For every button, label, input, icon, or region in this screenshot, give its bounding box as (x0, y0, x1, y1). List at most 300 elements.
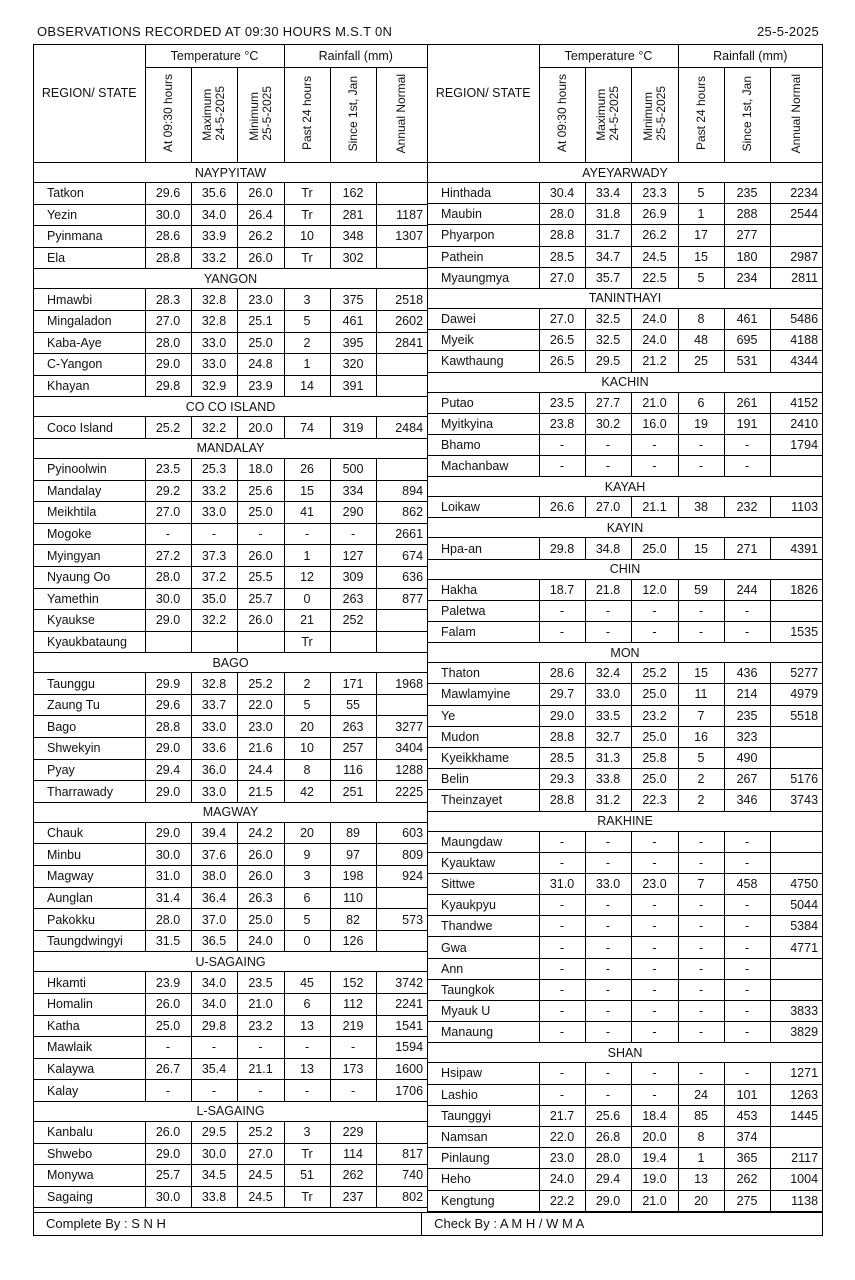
table-cell: 6 (678, 392, 724, 413)
table-row (34, 673, 427, 695)
table-cell: 531 (724, 351, 770, 372)
table-cell: 21.6 (237, 738, 284, 760)
section-title: U-SAGAING (34, 952, 427, 972)
table-cell: 23.5 (145, 458, 191, 480)
table-cell: 15 (678, 538, 724, 559)
table-cell: 15 (678, 246, 724, 267)
table-cell: 26.7 (145, 1058, 191, 1080)
table-cell (376, 354, 427, 376)
table-cell: 29.6 (145, 183, 191, 205)
table-cell: 25.0 (237, 909, 284, 931)
table-row (34, 1121, 427, 1143)
table-row (428, 958, 822, 979)
table-cell: - (631, 895, 678, 916)
table-cell: - (539, 895, 585, 916)
table-cell: 22.5 (631, 267, 678, 288)
table-cell: 27.7 (585, 392, 631, 413)
station-name: Kyeikkhame (428, 747, 539, 768)
at-0930-header: At 09:30 hours (160, 74, 175, 153)
table-row (428, 1169, 822, 1190)
table-row (34, 994, 427, 1016)
table-cell: 23.3 (631, 183, 678, 204)
table-cell: 234 (724, 267, 770, 288)
table-cell: 33.0 (585, 684, 631, 705)
table-cell: 802 (376, 1186, 427, 1208)
station-name: Loikaw (428, 497, 539, 518)
left-half (34, 45, 428, 1212)
table-row (428, 937, 822, 958)
table-cell: 29.8 (145, 375, 191, 397)
table-cell: 21 (284, 610, 330, 632)
table-cell (770, 747, 822, 768)
table-cell: 251 (330, 781, 376, 803)
table-cell: 30.0 (145, 204, 191, 226)
table-row (34, 183, 427, 205)
section-header-row (34, 269, 427, 289)
table-cell: 10 (284, 738, 330, 760)
table-cell: 30.0 (191, 1143, 237, 1165)
station-name: Shwekyin (34, 738, 145, 760)
table-cell: 25.0 (631, 726, 678, 747)
table-cell: - (284, 1080, 330, 1102)
table-cell: 334 (330, 480, 376, 502)
table-cell: 30.0 (145, 588, 191, 610)
table-cell: 2484 (376, 417, 427, 439)
table-cell: 1263 (770, 1084, 822, 1105)
table-cell: 13 (678, 1169, 724, 1190)
table-cell: 244 (724, 579, 770, 600)
table-cell: 862 (376, 502, 427, 524)
table-row (34, 417, 427, 439)
table-cell: 28.0 (145, 332, 191, 354)
table-row (34, 588, 427, 610)
table-row (428, 769, 822, 790)
table-cell: 11 (678, 684, 724, 705)
table-row (428, 1126, 822, 1147)
table-cell: 29.5 (191, 1121, 237, 1143)
table-cell: 29.0 (539, 705, 585, 726)
station-name: Kaba-Aye (34, 332, 145, 354)
table-cell: 25.8 (631, 747, 678, 768)
section-title: BAGO (34, 653, 427, 673)
table-cell: 23.0 (631, 873, 678, 894)
station-name: Hmawbi (34, 289, 145, 311)
maximum-header: Maximum 24-5-2025 (594, 86, 621, 141)
station-name: Falam (428, 622, 539, 643)
station-name: Putao (428, 392, 539, 413)
station-name: Meikhtila (34, 502, 145, 524)
table-cell: 2841 (376, 332, 427, 354)
table-cell: 25.2 (145, 417, 191, 439)
table-cell: - (724, 434, 770, 455)
table-cell (376, 694, 427, 716)
station-name: Mandalay (34, 480, 145, 502)
table-cell: 97 (330, 844, 376, 866)
table-cell: 23.9 (145, 972, 191, 994)
table-cell: 28.5 (539, 246, 585, 267)
table-cell: 33.0 (191, 354, 237, 376)
table-row (428, 392, 822, 413)
section-header-row (428, 643, 822, 663)
table-cell: 2 (678, 769, 724, 790)
table-cell: - (539, 1001, 585, 1022)
section-title: CHIN (428, 559, 822, 579)
table-cell: - (631, 1063, 678, 1084)
table-cell (770, 831, 822, 852)
table-cell: 20 (284, 716, 330, 738)
table-cell: 32.7 (585, 726, 631, 747)
table-cell: 33.8 (191, 1186, 237, 1208)
table-cell: 4771 (770, 937, 822, 958)
table-cell: - (539, 852, 585, 873)
station-name: Myingyan (34, 545, 145, 567)
table-cell: 29.2 (145, 480, 191, 502)
table-row (34, 523, 427, 545)
station-name: Kawthaung (428, 351, 539, 372)
table-cell: 348 (330, 226, 376, 248)
table-cell: - (585, 456, 631, 477)
table-cell: 263 (330, 716, 376, 738)
table-cell: 37.2 (191, 566, 237, 588)
table-cell: 2811 (770, 267, 822, 288)
table-cell: 2987 (770, 246, 822, 267)
station-name: Pathein (428, 246, 539, 267)
table-cell: 33.8 (585, 769, 631, 790)
table-cell: - (724, 831, 770, 852)
table-cell: 365 (724, 1148, 770, 1169)
table-cell: 32.9 (191, 375, 237, 397)
table-cell (376, 610, 427, 632)
table-cell: 41 (284, 502, 330, 524)
station-name: Heho (428, 1169, 539, 1190)
table-cell: - (631, 1084, 678, 1105)
left-table (34, 45, 427, 1208)
table-cell: - (631, 434, 678, 455)
station-name: Hkamti (34, 972, 145, 994)
table-cell: 23.5 (539, 392, 585, 413)
table-cell: - (631, 456, 678, 477)
table-cell: 10 (284, 226, 330, 248)
section-header-row (34, 397, 427, 417)
table-cell: 458 (724, 873, 770, 894)
table-cell: 1826 (770, 579, 822, 600)
station-name: Kyaukse (34, 610, 145, 632)
table-cell: 23.0 (237, 289, 284, 311)
station-name: Taunggyi (428, 1105, 539, 1126)
table-cell: 1706 (376, 1080, 427, 1102)
table-cell: 4391 (770, 538, 822, 559)
table-row (34, 844, 427, 866)
table-cell: 24.0 (539, 1169, 585, 1190)
station-name: Mawlaik (34, 1037, 145, 1059)
table-cell: Tr (284, 1143, 330, 1165)
table-cell (770, 979, 822, 1000)
table-cell: 25.0 (237, 332, 284, 354)
table-cell: 0 (284, 588, 330, 610)
table-cell: 28.8 (539, 726, 585, 747)
station-name: Kyaukpyu (428, 895, 539, 916)
table-row (34, 610, 427, 632)
table-row (428, 979, 822, 1000)
table-cell: - (724, 958, 770, 979)
table-cell: - (724, 895, 770, 916)
table-row (34, 566, 427, 588)
table-cell: 16.0 (631, 413, 678, 434)
table-cell: 29.8 (539, 538, 585, 559)
table-cell: 25.7 (145, 1165, 191, 1187)
table-cell: 31.4 (145, 887, 191, 909)
section-header-row (428, 811, 822, 831)
table-cell (330, 631, 376, 653)
table-cell: 33.0 (585, 873, 631, 894)
table-cell: 25.3 (191, 458, 237, 480)
table-cell: 261 (724, 392, 770, 413)
table-cell: 894 (376, 480, 427, 502)
table-cell: 32.2 (191, 610, 237, 632)
right-half (428, 45, 822, 1212)
table-cell: - (678, 852, 724, 873)
table-row (34, 354, 427, 376)
table-cell: 8 (678, 308, 724, 329)
table-row (34, 822, 427, 844)
station-name: Mingaladon (34, 310, 145, 332)
station-name: Chauk (34, 822, 145, 844)
table-cell: 1271 (770, 1063, 822, 1084)
table-cell: 395 (330, 332, 376, 354)
table-cell: 35.0 (191, 588, 237, 610)
section-header-row (428, 163, 822, 183)
table-cell (770, 1126, 822, 1147)
table-cell: 3404 (376, 738, 427, 760)
temperature-group-header: Temperature °C (145, 45, 284, 68)
table-cell: 29.6 (145, 694, 191, 716)
table-row (428, 267, 822, 288)
table-cell: - (724, 622, 770, 643)
table-cell: 29.4 (585, 1169, 631, 1190)
table-cell: 29.9 (145, 673, 191, 695)
table-cell: 39.4 (191, 822, 237, 844)
table-cell: 500 (330, 458, 376, 480)
table-cell: 29.0 (145, 738, 191, 760)
table-cell: 55 (330, 694, 376, 716)
annual-normal-header: Annual Normal (394, 73, 409, 154)
table-cell: 924 (376, 866, 427, 888)
station-name: Mawlamyine (428, 684, 539, 705)
table-row (428, 351, 822, 372)
table-cell (376, 1121, 427, 1143)
table-cell: 346 (724, 790, 770, 811)
table-cell: - (678, 1063, 724, 1084)
table-cell: 8 (678, 1126, 724, 1147)
table-cell (770, 225, 822, 246)
table-cell (145, 631, 191, 653)
station-name: Thaton (428, 663, 539, 684)
section-header-row (428, 518, 822, 538)
table-cell: 20 (284, 822, 330, 844)
table-cell: 28.8 (145, 716, 191, 738)
table-cell: 275 (724, 1190, 770, 1211)
table-cell: 1 (284, 354, 330, 376)
table-cell: 112 (330, 994, 376, 1016)
table-cell: - (539, 916, 585, 937)
table-cell: 23.5 (237, 972, 284, 994)
station-name: Coco Island (34, 417, 145, 439)
since-jan-header: Since 1st, Jan (739, 75, 754, 152)
table-cell: - (237, 523, 284, 545)
table-row (34, 972, 427, 994)
table-cell: 323 (724, 726, 770, 747)
table-cell (376, 183, 427, 205)
section-header-row (428, 1043, 822, 1063)
station-name: Aunglan (34, 887, 145, 909)
table-cell: - (678, 958, 724, 979)
table-cell: 22.0 (237, 694, 284, 716)
table-cell: - (539, 979, 585, 1000)
table-cell: 25.7 (237, 588, 284, 610)
table-cell: 34.7 (585, 246, 631, 267)
table-row (428, 895, 822, 916)
table-cell: 34.0 (191, 972, 237, 994)
station-name: Shwebo (34, 1143, 145, 1165)
table-cell: 453 (724, 1105, 770, 1126)
table-cell: 29.4 (145, 759, 191, 781)
station-name: Tharrawady (34, 781, 145, 803)
table-cell: 237 (330, 1186, 376, 1208)
station-name: Kalaywa (34, 1058, 145, 1080)
table-row (34, 759, 427, 781)
table-row (428, 852, 822, 873)
table-cell: 33.7 (191, 694, 237, 716)
section-title: TANINTHAYI (428, 288, 822, 308)
table-cell: - (724, 937, 770, 958)
table-cell: 5176 (770, 769, 822, 790)
table-cell: 1 (678, 204, 724, 225)
table-cell: 1288 (376, 759, 427, 781)
table-cell: 25.0 (631, 769, 678, 790)
table-cell: 252 (330, 610, 376, 632)
table-cell (770, 456, 822, 477)
table-cell: 214 (724, 684, 770, 705)
table-cell: 20.0 (237, 417, 284, 439)
table-cell: - (539, 831, 585, 852)
table-cell: 37.6 (191, 844, 237, 866)
table-cell: 14 (284, 375, 330, 397)
table-cell: 5 (678, 183, 724, 204)
station-name: Sagaing (34, 1186, 145, 1208)
table-cell: 35.6 (191, 183, 237, 205)
table-cell: 1794 (770, 434, 822, 455)
table-cell: 319 (330, 417, 376, 439)
table-cell: 2241 (376, 994, 427, 1016)
table-row (428, 1022, 822, 1043)
table-cell (376, 458, 427, 480)
table-cell: 37.3 (191, 545, 237, 567)
table-cell: 263 (330, 588, 376, 610)
table-row (34, 458, 427, 480)
station-name: Sittwe (428, 873, 539, 894)
table-cell: 32.8 (191, 310, 237, 332)
table-cell: 817 (376, 1143, 427, 1165)
station-name: Myauk U (428, 1001, 539, 1022)
table-row (428, 497, 822, 518)
table-cell: 2410 (770, 413, 822, 434)
station-name: Ye (428, 705, 539, 726)
table-cell: 85 (678, 1105, 724, 1126)
table-cell: 24.0 (631, 308, 678, 329)
table-row (428, 308, 822, 329)
table-cell (376, 930, 427, 952)
table-cell: 4152 (770, 392, 822, 413)
table-row (34, 375, 427, 397)
table-cell: 116 (330, 759, 376, 781)
table-cell: 20.0 (631, 1126, 678, 1147)
table-cell: 29.5 (585, 351, 631, 372)
table-cell: 22.2 (539, 1190, 585, 1211)
table-cell: 127 (330, 545, 376, 567)
table-cell: 33.2 (191, 247, 237, 269)
past24-header: Past 24 hours (693, 76, 708, 151)
table-row (428, 790, 822, 811)
table-cell: 23.0 (237, 716, 284, 738)
table-cell: 31.8 (585, 204, 631, 225)
table-cell: 33.0 (191, 502, 237, 524)
table-cell: 51 (284, 1165, 330, 1187)
table-cell: 26.0 (145, 1121, 191, 1143)
table-cell: 33.4 (585, 183, 631, 204)
table-cell: 32.5 (585, 308, 631, 329)
table-cell: 126 (330, 930, 376, 952)
table-cell: 23.9 (237, 375, 284, 397)
table-cell: - (585, 1022, 631, 1043)
station-name: Theinzayet (428, 790, 539, 811)
table-cell: 461 (330, 310, 376, 332)
table-cell: - (631, 622, 678, 643)
table-cell: 1307 (376, 226, 427, 248)
table-row (34, 289, 427, 311)
table-cell: 28.6 (145, 226, 191, 248)
maximum-header: Maximum 24-5-2025 (200, 86, 227, 141)
table-cell: 31.5 (145, 930, 191, 952)
table-row (34, 866, 427, 888)
table-cell (376, 247, 427, 269)
table-cell: 21.0 (631, 392, 678, 413)
table-cell: 26.0 (237, 545, 284, 567)
table-row (34, 1015, 427, 1037)
table-cell: 162 (330, 183, 376, 205)
table-cell: 18.7 (539, 579, 585, 600)
table-cell: 45 (284, 972, 330, 994)
rainfall-group-header: Rainfall (mm) (284, 45, 427, 68)
table-cell: 110 (330, 887, 376, 909)
table-cell: 24 (678, 1084, 724, 1105)
table-cell: - (724, 600, 770, 621)
table-cell: 1445 (770, 1105, 822, 1126)
table-row (34, 332, 427, 354)
section-header-row (34, 163, 427, 183)
table-row (428, 456, 822, 477)
table-cell: - (631, 852, 678, 873)
right-table (428, 45, 822, 1212)
table-cell: - (631, 958, 678, 979)
section-header-row (34, 438, 427, 458)
table-cell: 27.0 (585, 497, 631, 518)
station-name: Pyinoolwin (34, 458, 145, 480)
table-row (428, 434, 822, 455)
table-cell: 28.0 (539, 204, 585, 225)
table-cell: 2518 (376, 289, 427, 311)
table-cell: 33.2 (191, 480, 237, 502)
station-name: Homalin (34, 994, 145, 1016)
